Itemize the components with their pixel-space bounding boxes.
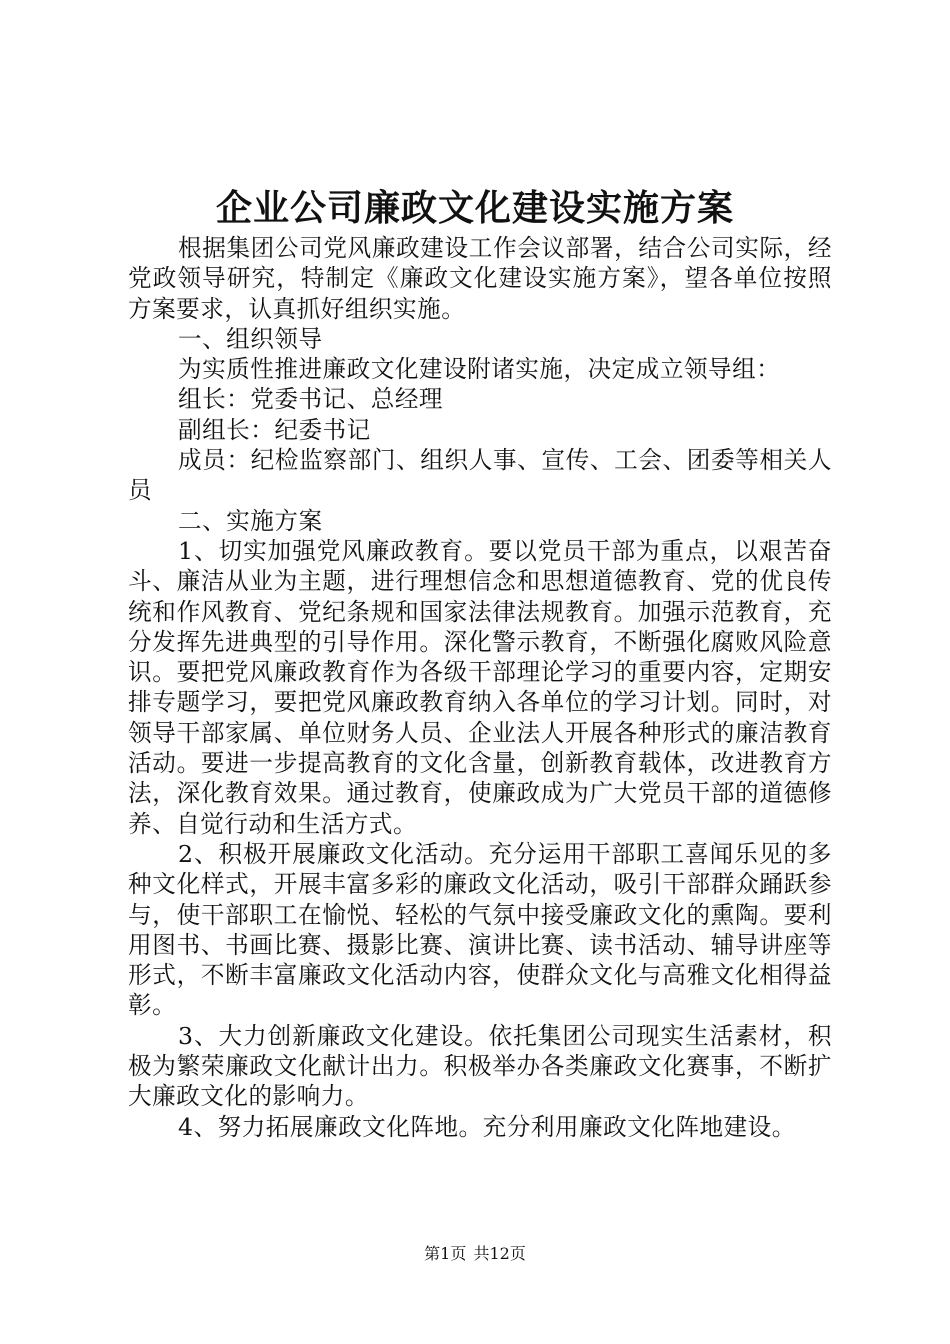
paragraph-item-1: 1、切实加强党风廉政教育。要以党员干部为重点，以艰苦奋斗、廉洁从业为主题，进行理想信念和思想道德教育、党的优良传统和作风教育、党纪条规和国家法律法规教育。加强示范教育，充分发挥先进典型的引导作用。深化警示教育，不断强化腐败风险意识。要把党风廉政教育作为各级干部理论学习的重要内容，定期安排专题学习，要把党风廉政教育纳入各单位的学习计划。同时，对领导干部家属、单位财务人员、企业法人开展各种形式的廉洁教育活动。要进一步提高教育的文化含量，创新教育载体，改进教育方法，深化教育效果。通过教育，使廉政成为广大党员干部的道德修养、自觉行动和生活方式。: [128, 536, 832, 838]
section-heading-plan: 二、实施方案: [178, 506, 323, 535]
paragraph-leadership-group: 为实质性推进廉政文化建设附诸实施，决定成立领导组：: [178, 355, 781, 384]
paragraph-deputy-leader: 副组长：纪委书记: [178, 415, 371, 444]
section-heading-organization: 一、组织领导: [178, 324, 323, 353]
paragraph-item-2: 2、积极开展廉政文化活动。充分运用干部职工喜闻乐见的多种文化样式，开展丰富多彩的廉政文化活动，吸引干部群众踊跃参与，使干部职工在愉悦、轻松的气氛中接受廉政文化的熏陶。要利用图书、书画比赛、摄影比赛、演讲比赛、读书活动、辅导讲座等形式，不断丰富廉政文化活动内容，使群众文化与高雅文化相得益彰。: [128, 839, 832, 1020]
document-body: [128, 233, 832, 1142]
page-total: 共12页: [473, 1244, 526, 1263]
paragraph-item-4: 4、努力拓展廉政文化阵地。充分利用廉政文化阵地建设。: [178, 1112, 796, 1141]
page-footer: [0, 1244, 950, 1264]
paragraph-group-leader: 组长：党委书记、总经理: [178, 385, 444, 414]
paragraph-intro: 根据集团公司党风廉政建设工作会议部署，结合公司实际，经党政领导研究，特制定《廉政文化建设实施方案》，望各单位按照方案要求，认真抓好组织实施。: [128, 234, 832, 323]
document-title: 企业公司廉政文化建设实施方案: [215, 187, 734, 229]
paragraph-members: 成员：纪检监察部门、组织人事、宣传、工会、团委等相关人员: [128, 446, 832, 505]
page-number: 第1页: [424, 1244, 467, 1263]
paragraph-item-3: 3、大力创新廉政文化建设。依托集团公司现实生活素材，积极为繁荣廉政文化献计出力。积极举办各类廉政文化赛事，不断扩大廉政文化的影响力。: [128, 1021, 832, 1111]
